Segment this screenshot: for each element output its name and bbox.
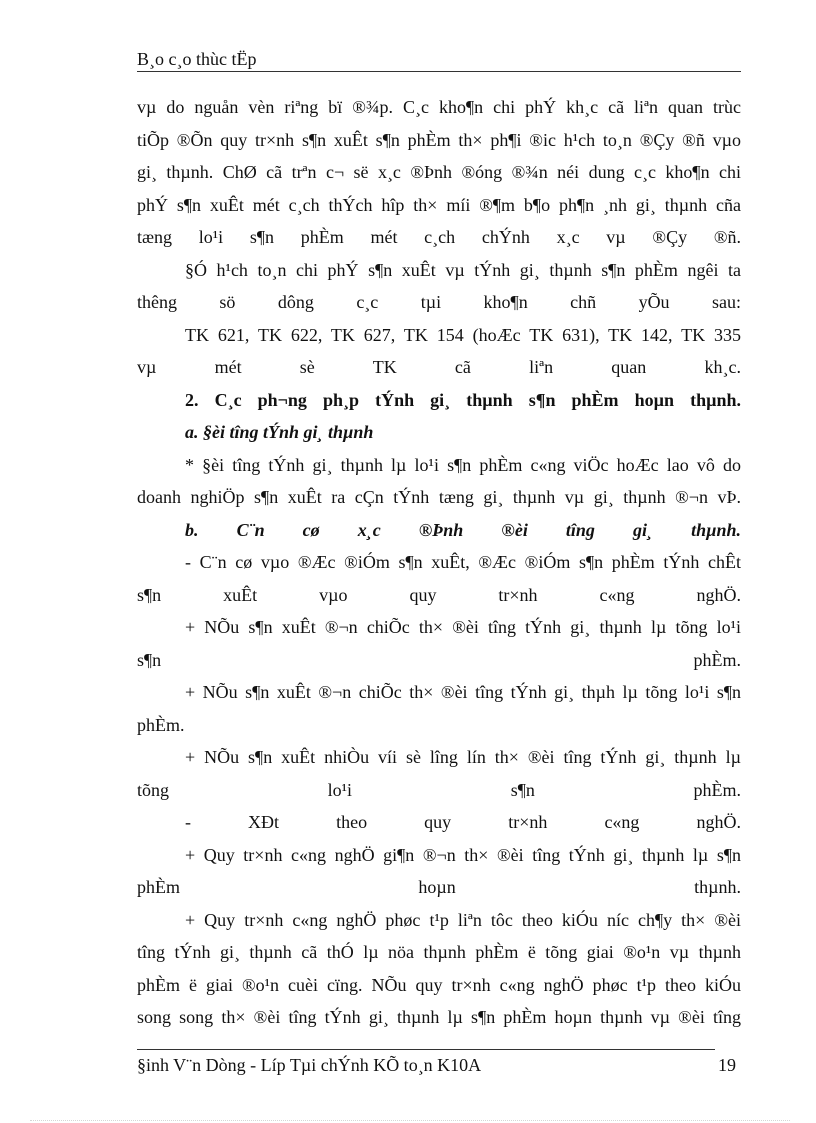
text-line: thêng sö dông c¸c tµi kho¶n chñ yÕu sau: xyxy=(137,292,741,312)
text-line: gi¸ thµnh. ChØ cã trªn c¬ së x¸c ®Þnh ®óng ®¾n néi dung c¸c kho¶n chi xyxy=(137,162,741,182)
page-number: 19 xyxy=(718,1055,736,1075)
subsection-heading: b. C¨n cø x¸c ®Þnh ®èi tîng gi¸ thµnh. xyxy=(185,519,741,540)
text-line: s¶n xuÊt vµo quy tr×nh c«ng nghÖ. xyxy=(137,584,741,605)
footer-divider xyxy=(137,1049,715,1050)
text-line: + NÕu s¶n xuÊt ®¬n chiÕc th× ®èi tîng tÝnh gi¸ thµh lµ tõng lo¹i s¶n xyxy=(185,682,741,702)
text-line: phÝ s¶n xuÊt mét c¸ch thÝch hîp th× míi ®¶m b¶o ph¶n ¸nh gi¸ thµnh cña xyxy=(137,194,741,215)
header-divider xyxy=(137,71,741,72)
section-heading: 2. C¸c ph¬ng ph¸p tÝnh gi¸ thµnh s¶n phÈm hoµn thµnh. xyxy=(185,389,741,410)
text-line: + NÕu s¶n xuÊt ®¬n chiÕc th× ®èi tîng tÝnh gi¸ thµnh lµ tõng lo¹i xyxy=(185,617,741,637)
text-line: phÈm ë giai ®o¹n cuèi cïng. NÕu quy tr×nh c«ng nghÖ phøc t¹p theo kiÓu xyxy=(137,974,741,995)
text-line: tîng tÝnh gi¸ thµnh cã thÓ lµ nöa thµnh phÈm ë tõng giai ®o¹n vµ thµnh xyxy=(137,942,741,962)
text-line: + Quy tr×nh c«ng nghÖ phøc t¹p liªn tôc theo kiÓu níc ch¶y th× ®èi xyxy=(185,909,741,930)
page-break-dotted-line xyxy=(30,1120,790,1121)
page-header-title: B¸o c¸o thùc tËp xyxy=(137,49,257,69)
text-line: vµ do nguån vèn riªng bï ®¾p. C¸c kho¶n chi phÝ kh¸c cã liªn quan trùc xyxy=(137,97,741,117)
text-line: phÈm. xyxy=(137,714,185,735)
text-line: vµ mét sè TK cã liªn quan kh¸c. xyxy=(137,357,741,377)
text-line: song song th× ®èi tîng tÝnh gi¸ thµnh lµ s¶n phÈm hoµn thµnh vµ ®èi tîng xyxy=(137,1007,741,1027)
body-text xyxy=(137,91,741,1034)
footer-author: §inh V¨n Dòng - Líp Tµi chÝnh KÕ to¸n K10A xyxy=(137,1055,482,1075)
text-line: TK 621, TK 622, TK 627, TK 154 (hoÆc TK 631), TK 142, TK 335 xyxy=(185,324,741,345)
text-line: tæng lo¹i s¶n phÈm mét c¸ch chÝnh x¸c vµ ®Çy ®ñ. xyxy=(137,227,741,247)
text-line: s¶n phÈm. xyxy=(137,649,741,670)
text-line: §Ó h¹ch to¸n chi phÝ s¶n xuÊt vµ tÝnh gi¸ thµnh s¶n phÈm ngêi ta xyxy=(185,259,741,280)
text-line: * §èi tîng tÝnh gi¸ thµnh lµ lo¹i s¶n phÈm c«ng viÖc hoÆc lao vô do xyxy=(185,454,741,475)
text-line: doanh nghiÖp s¶n xuÊt ra cÇn tÝnh tæng gi¸ thµnh vµ gi¸ thµnh ®¬n vÞ. xyxy=(137,487,741,507)
text-line: tõng lo¹i s¶n phÈm. xyxy=(137,779,741,800)
subsection-heading: a. §èi tîng tÝnh gi¸ thµnh xyxy=(185,422,374,442)
text-line: - XÐt theo quy tr×nh c«ng nghÖ. xyxy=(185,812,741,832)
text-line: phÈm hoµn thµnh. xyxy=(137,877,741,897)
text-line: - C¨n cø vµo ®Æc ®iÓm s¶n xuÊt, ®Æc ®iÓm s¶n phÈm tÝnh chÊt xyxy=(185,552,741,572)
text-line: tiÕp ®Õn quy tr×nh s¶n xuÊt s¶n phÈm th× ph¶i ®ic h¹ch to¸n ®Çy ®ñ vµo xyxy=(137,129,741,150)
text-line: + Quy tr×nh c«ng nghÖ gi¶n ®¬n th× ®èi tîng tÝnh gi¸ thµnh lµ s¶n xyxy=(185,844,741,865)
text-line: + NÕu s¶n xuÊt nhiÒu víi sè lîng lín th× ®èi tîng tÝnh gi¸ thµnh lµ xyxy=(185,747,741,767)
